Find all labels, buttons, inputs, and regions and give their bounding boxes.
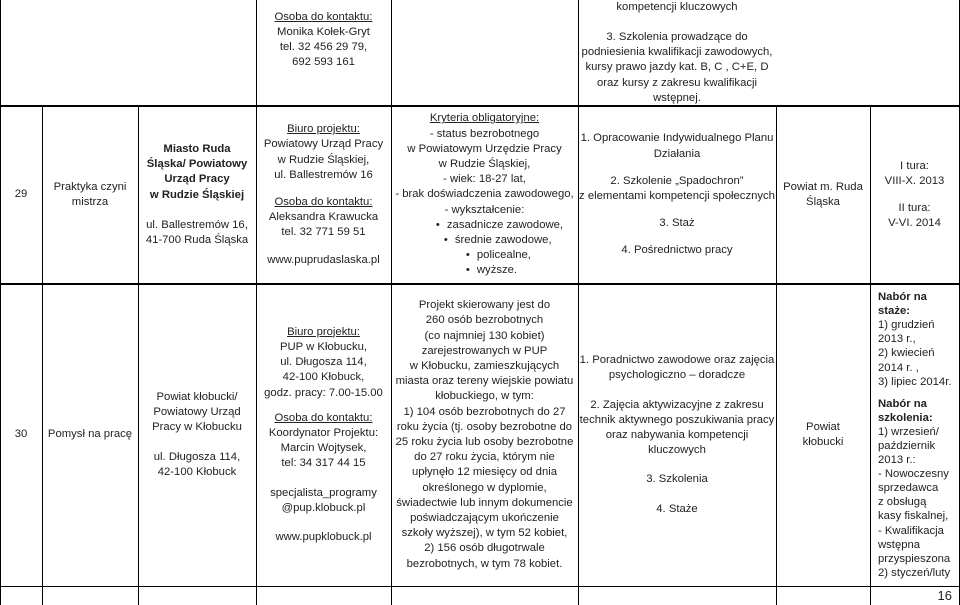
row29-partner-line: w Rudzie Śląskiej bbox=[149, 188, 245, 201]
row29-education-list bbox=[406, 218, 563, 279]
row30-criteria-line: roku życia (tj. osoby bezrobotne do bbox=[396, 420, 573, 433]
row29-contact-line: Aleksandra Krawucka bbox=[268, 211, 379, 224]
row30-recruitment-line: Nabór na bbox=[878, 397, 927, 410]
row29-criteria-line: w Rudzie Śląskiej, bbox=[438, 157, 531, 170]
row29-office bbox=[256, 106, 391, 284]
row30-forms-line: 2. Zajęcia aktywizacyjne z zakresu bbox=[590, 398, 764, 411]
row29-forms-line: 1. Opracowanie Indywidualnego Planu bbox=[580, 132, 774, 145]
row30-recruitment-line: kasy fiskalnej, bbox=[878, 510, 949, 523]
row29-contact-line: tel. 32 771 59 51 bbox=[281, 226, 366, 239]
row30-email-line: @pup.klobuck.pl bbox=[281, 501, 366, 514]
row30-office-line: ul. Długosza 114, bbox=[280, 356, 367, 369]
top-contact-tel: tel. 32 456 29 79, bbox=[279, 41, 368, 53]
row30-criteria-line: (co najmniej 130 kobiet) bbox=[424, 329, 545, 342]
row29-criteria-line: - brak doświadczenia zawodowego, bbox=[395, 188, 574, 201]
row30-website: www.pupklobuck.pl bbox=[275, 531, 372, 544]
top-contact-label: Osoba do kontaktu: bbox=[274, 10, 373, 23]
row29-schedule bbox=[870, 106, 959, 284]
row30-criteria-line: zarejestrowanych w PUP bbox=[421, 344, 548, 357]
row30-recruitment-line: 2013 r.: bbox=[878, 454, 916, 467]
row29-partner-line: Śląska/ Powiatowy bbox=[146, 158, 248, 171]
row30-address-line: ul. Długosza 114, bbox=[153, 450, 241, 463]
row29-project-name bbox=[42, 106, 138, 284]
row30-recruitment-line: 2013 r., bbox=[878, 333, 916, 346]
row30-area-line: Powiat bbox=[806, 420, 840, 433]
row30-office-line: godz. pracy: 7.00-15.00 bbox=[264, 386, 383, 399]
row30-office bbox=[256, 284, 391, 586]
row30-office-line: 42-100 Kłobuck, bbox=[282, 371, 365, 384]
row29-partner bbox=[138, 106, 256, 284]
row30-criteria-line: 2) 156 osób długotrwale bbox=[424, 542, 545, 555]
row30-office-line: PUP w Kłobucku, bbox=[279, 340, 368, 353]
row30-recruitment-line: 2014 r. , bbox=[878, 361, 919, 374]
row29-education-item: • policealne, bbox=[436, 248, 563, 263]
row30-forms-line: 3. Szkolenia bbox=[646, 473, 708, 486]
row29-criteria bbox=[391, 106, 578, 284]
row29-education-item: • wyższe. bbox=[436, 263, 563, 278]
row29-forms-line: z elementami kompetencji społecznych bbox=[579, 190, 775, 202]
row29-criteria-line: - wiek: 18-27 lat, bbox=[443, 173, 526, 186]
row30-contact-label: Osoba do kontaktu: bbox=[274, 411, 373, 424]
row30-criteria bbox=[391, 284, 578, 586]
top-contact-cell bbox=[256, 0, 391, 80]
top-forms-line: kompetencji kluczowych bbox=[616, 1, 738, 13]
row30-forms-line: kluczowych bbox=[648, 444, 706, 457]
row30-recruitment bbox=[878, 284, 958, 586]
row30-recruitment-line: staże: bbox=[878, 305, 911, 318]
row29-number bbox=[0, 106, 42, 284]
row29-partner-line: Miasto Ruda bbox=[163, 142, 231, 155]
row30-forms bbox=[578, 284, 776, 586]
row29-forms bbox=[578, 106, 776, 284]
row29-area-line: Śląska bbox=[806, 196, 840, 208]
row30-criteria-line: Projekt skierowany jest do bbox=[418, 299, 551, 312]
row30-partner bbox=[138, 284, 256, 586]
page-number: 16 bbox=[937, 588, 952, 603]
row29-tura1-label: I tura: bbox=[900, 159, 929, 172]
row30-criteria-line: poświadczającym ukończenie bbox=[410, 512, 559, 525]
row30-criteria-line: bezrobotnych, w tym 78 kobiet. bbox=[406, 557, 563, 570]
row30-partner-line: Powiatowy Urząd bbox=[153, 406, 241, 419]
row30-criteria-line: określonego w dyplomie, bbox=[422, 481, 547, 494]
row30-criteria-line: upłynęło 12 miesięcy od dnia bbox=[411, 466, 558, 479]
row30-contact-line: Koordynator Projektu: bbox=[268, 427, 379, 439]
row29-contact-label: Osoba do kontaktu: bbox=[274, 196, 373, 208]
row30-recruitment-line: - Nowoczesny bbox=[878, 468, 949, 481]
row29-website: www.puprudaslaska.pl bbox=[267, 253, 380, 266]
top-forms-line: kursy prawo jazdy kat. B, C , C+E, D bbox=[585, 61, 769, 74]
row30-forms-line: technik aktywnego poszukiwania pracy bbox=[579, 413, 775, 426]
row30-contact-line: Marcin Wojtysek, bbox=[280, 442, 367, 455]
row30-recruitment-line bbox=[878, 389, 951, 397]
row30-recruitment-line: Nabór na bbox=[878, 291, 927, 304]
row30-recruitment-list bbox=[878, 290, 951, 580]
row30-number-text: 30 bbox=[14, 428, 28, 441]
row30-address-line: 42-100 Kłobuck bbox=[157, 465, 237, 478]
row30-contact-line: tel: 34 317 44 15 bbox=[281, 457, 366, 470]
row29-education-item: • zasadnicze zawodowe, bbox=[436, 218, 563, 233]
row30-area-line: kłobucki bbox=[802, 436, 844, 448]
row30-recruitment-line: 2) kwiecień bbox=[878, 347, 935, 360]
row29-project-name-text: Praktyka czyni mistrza bbox=[53, 180, 127, 208]
row29-tura2-value: V-VI. 2014 bbox=[888, 217, 941, 230]
top-forms-cell bbox=[578, 0, 776, 106]
row30-forms-line: oraz nabywania kompetencji bbox=[605, 429, 749, 441]
row29-office-label: Biuro projektu: bbox=[287, 123, 360, 136]
row30-office-label: Biuro projektu: bbox=[287, 325, 360, 338]
row30-recruitment-line: październik bbox=[878, 440, 936, 452]
row29-number-text: 29 bbox=[14, 188, 28, 201]
row30-criteria-line: miasta oraz tereny wiejskie powiatu bbox=[395, 375, 574, 388]
row29-tura1-value: VIII-X. 2013 bbox=[884, 174, 945, 187]
row30-forms-line: 1. Poradnictwo zawodowe oraz zajęcia bbox=[579, 354, 775, 367]
row30-recruitment-line: z obsługą bbox=[878, 496, 927, 509]
top-forms-line: wstępnej. bbox=[653, 91, 701, 104]
row29-forms-line: 3. Staż bbox=[659, 217, 695, 230]
row30-recruitment-line: 2) styczeń/luty bbox=[878, 566, 951, 579]
row30-criteria-line: 25 roku życia lub osoby bezrobotne bbox=[395, 436, 574, 448]
row29-forms-line: 2. Szkolenie „Spadochron” bbox=[610, 174, 744, 187]
row29-forms-line: 4. Pośrednictwo pracy bbox=[621, 244, 733, 257]
row29-area-line: Powiat m. Ruda bbox=[783, 180, 863, 193]
row29-address-line: ul. Ballestremów 16, bbox=[146, 218, 248, 231]
top-forms-line: podniesienia kwalifikacji zawodowych, bbox=[581, 46, 773, 59]
row30-partner-line: Powiat kłobucki/ bbox=[156, 390, 238, 403]
row30-project-name bbox=[42, 284, 138, 586]
row30-recruitment-line: szkolenia: bbox=[878, 411, 933, 424]
row30-criteria-line: szkoły wyższej), w tym 52 kobiet, bbox=[401, 527, 568, 540]
row30-recruitment-line: sprzedawca bbox=[878, 482, 939, 495]
row30-criteria-line: kłobuckiego, w tym: bbox=[435, 390, 534, 403]
top-forms-line: oraz kursy z zakresu kwalifikacji bbox=[596, 76, 758, 89]
top-contact-tel2: 692 593 161 bbox=[292, 56, 355, 69]
row29-criteria-line: w Powiatowym Urzędzie Pracy bbox=[407, 142, 562, 155]
row29-forms-line: Działania bbox=[653, 147, 701, 160]
row30-recruitment-line: - Kwalifikacja bbox=[878, 524, 944, 537]
row30-recruitment-line: wstępna bbox=[878, 538, 921, 551]
row30-email-line: specjalista_programy bbox=[270, 486, 377, 499]
row29-address-line: 41-700 Ruda Śląska bbox=[145, 233, 249, 246]
row30-criteria-line: 260 osób bezrobotnych bbox=[425, 314, 544, 327]
row29-criteria-line: - wykształcenie: bbox=[444, 203, 525, 216]
row30-project-name-text: Pomysł na pracę bbox=[47, 428, 133, 441]
row29-education-item: • średnie zawodowe, bbox=[436, 233, 563, 248]
row30-forms-line: 4. Staże bbox=[656, 502, 698, 515]
row30-criteria-line: do 27 roku życia, którym nie bbox=[414, 451, 555, 464]
row30-recruitment-line: 3) lipiec 2014r. bbox=[878, 375, 952, 388]
top-forms-line: 3. Szkolenia prowadzące do bbox=[606, 30, 748, 43]
row29-criteria-label: Kryteria obligatoryjne: bbox=[429, 112, 540, 125]
row29-criteria-line: - status bezrobotnego bbox=[429, 127, 540, 140]
row30-recruitment-line: 1) wrzesień/ bbox=[878, 425, 939, 438]
row30-criteria-line: w Kłobucku, zamieszkujących bbox=[409, 359, 560, 372]
row29-office-line: w Rudzie Śląskiej, bbox=[277, 153, 370, 166]
row29-tura2-label: II tura: bbox=[898, 202, 931, 214]
row30-recruitment-line: przyspieszona bbox=[878, 552, 951, 565]
row29-partner-line: Urząd Pracy bbox=[164, 173, 230, 186]
row29-office-line: Powiatowy Urząd Pracy bbox=[263, 138, 384, 151]
row29-area bbox=[776, 106, 870, 284]
row30-area bbox=[776, 284, 870, 586]
row30-recruitment-line: 1) grudzień bbox=[878, 319, 935, 332]
row30-number bbox=[0, 284, 42, 586]
top-contact-name: Monika Kołek-Gryt bbox=[277, 25, 370, 38]
row30-forms-line: psychologiczno – doradcze bbox=[608, 369, 746, 382]
row30-partner-line: Pracy w Kłobucku bbox=[152, 421, 242, 434]
row30-criteria-line: świadectwie lub innym dokumencie bbox=[396, 496, 573, 509]
row30-criteria-line: 1) 104 osób bezrobotnych do 27 bbox=[403, 405, 566, 418]
row29-office-line: ul. Ballestremów 16 bbox=[274, 168, 373, 181]
